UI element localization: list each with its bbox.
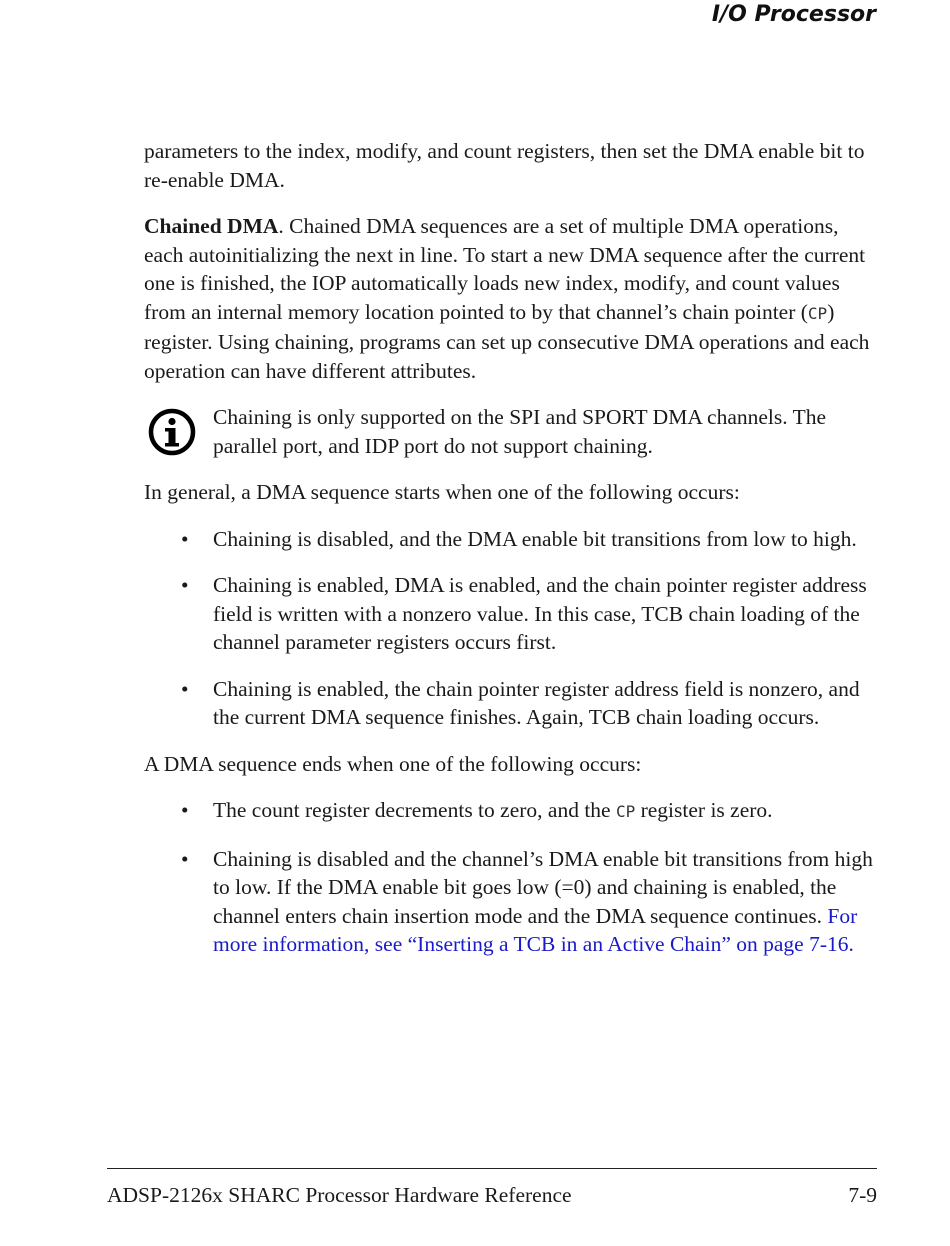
paragraph-sequence-ends: A DMA sequence ends when one of the following occurs: (144, 751, 642, 776)
page-body (144, 137, 879, 977)
chained-dma-text-2: ) register. Using chaining, programs can set up consecutive DMA operations and each operation can have different attributes. (144, 299, 870, 383)
footer-page-number: 7-9 (848, 1183, 877, 1207)
list-item-text: Chaining is disabled and the channel’s DMA enable bit transitions from high to low. If the DMA enable bit goes low (=0) and chaining is enabled, the channel enters chain insertion mode and the DMA sequence continues. (213, 846, 873, 928)
bullet-icon: • (181, 846, 189, 871)
list-item-text: Chaining is disabled, and the DMA enable bit transitions from low to high. (213, 526, 857, 551)
list-item (144, 675, 879, 732)
cross-reference-link[interactable]: For more information, see “Inserting a TCB in an Active Chain” on page 7-16. (213, 903, 858, 956)
list-item (144, 796, 879, 827)
running-header: I/O Processor (711, 2, 876, 27)
cp-register-code: CP (807, 303, 828, 323)
list-item-text: Chaining is enabled, DMA is enabled, and the chain pointer register address field is written with a nonzero value. In this case, TCB chain loading of the channel parameter registers occurs first. (213, 573, 867, 654)
list-item (144, 525, 879, 554)
note-text: Chaining is only supported on the SPI and SPORT DMA channels. The parallel port, and IDP port do not support chaining. (213, 405, 827, 458)
note-callout (144, 403, 879, 460)
list-item (144, 571, 879, 657)
heading-punctuation: . (278, 214, 284, 238)
list-item-text-before: The count register decrements to zero, and the (213, 798, 616, 822)
footer-divider (107, 1168, 877, 1169)
chained-dma-heading: Chained DMA (144, 214, 279, 238)
chained-dma-text-1: Chained DMA sequences are a set of multiple DMA operations, each autoinitializing the next in line. To start a new DMA sequence after the current one is finished, the IOP automatically loads new index, modify, and count values from an internal memory location pointed to by that channel’s chain pointer ( (144, 214, 866, 324)
bullet-icon: • (181, 573, 189, 597)
start-conditions-list (144, 525, 879, 732)
paragraph-chained-dma (144, 212, 879, 385)
list-item-text: Chaining is enabled, the chain pointer register address field is nonzero, and the current DMA sequence finishes. Again, TCB chain loading occurs. (213, 676, 860, 729)
bullet-icon: • (181, 676, 189, 701)
info-icon (148, 408, 196, 456)
paragraph-sequence-starts: In general, a DMA sequence starts when one of the following occurs: (144, 480, 740, 504)
list-item-text-after: register is zero. (635, 798, 773, 822)
end-conditions-list (144, 796, 879, 959)
bullet-icon: • (181, 798, 189, 822)
list-item (144, 845, 879, 959)
bullet-icon: • (181, 526, 189, 551)
cp-register-code: CP (615, 802, 636, 821)
paragraph-continuation: parameters to the index, modify, and count registers, then set the DMA enable bit to re-enable DMA. (144, 139, 865, 192)
footer-book-title: ADSP-2126x SHARC Processor Hardware Reference (107, 1183, 572, 1207)
